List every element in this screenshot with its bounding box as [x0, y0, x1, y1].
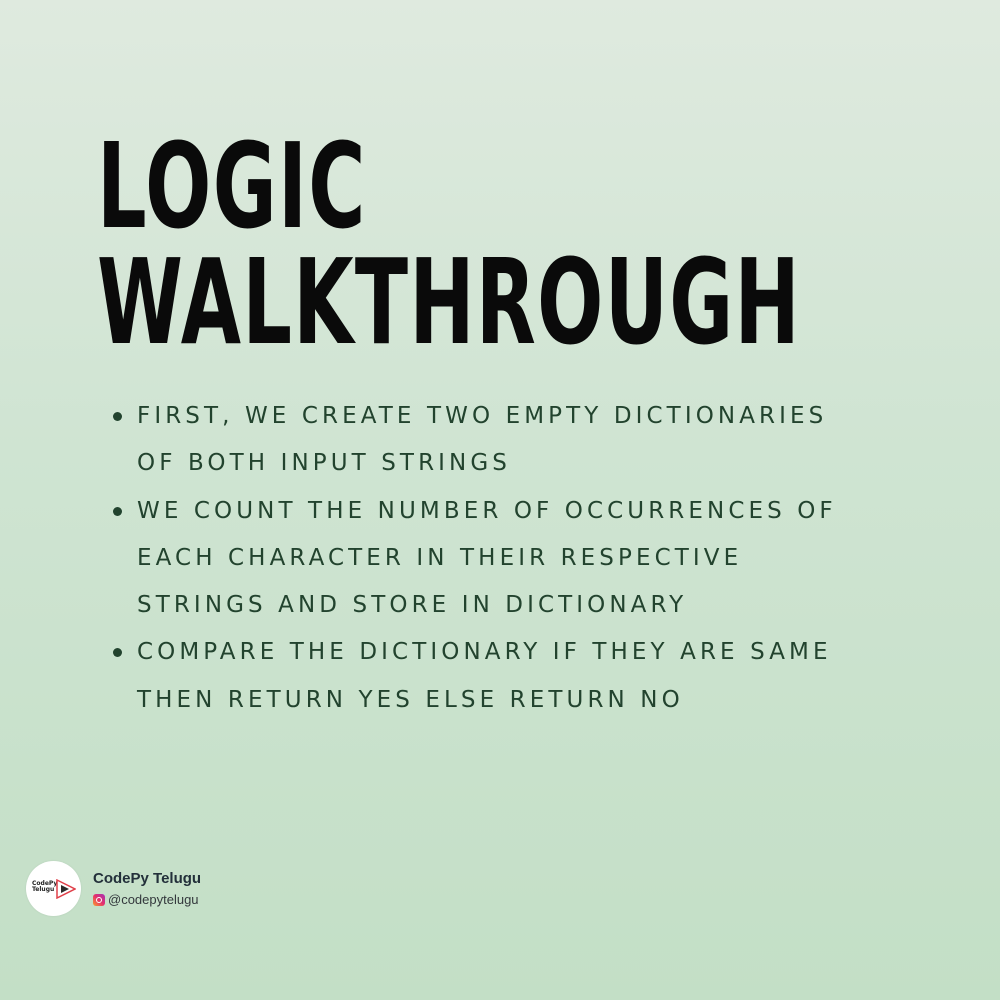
bullet-text-line: OF BOTH INPUT STRINGS — [137, 450, 511, 477]
bullet-dot-icon — [113, 648, 122, 657]
bullet-text-line: FIRST, WE CREATE TWO EMPTY DICTIONARIES — [137, 403, 828, 429]
brand-footer — [26, 861, 201, 916]
bullet-text-line: STRINGS AND STORE IN DICTIONARY — [137, 592, 688, 619]
bullet-text-line: EACH CHARACTER IN THEIR RESPECTIVE — [137, 544, 743, 571]
bullet-text-line: COMPARE THE DICTIONARY IF THEY ARE SAME — [137, 639, 832, 666]
brand-info — [93, 870, 201, 907]
logo-wordmark — [32, 880, 58, 893]
instagram-icon — [93, 894, 105, 906]
title-line-1: LOGIC — [97, 117, 367, 255]
play-icon — [56, 879, 76, 899]
brand-handle[interactable] — [93, 892, 201, 907]
brand-name: CodePy Telugu — [93, 870, 202, 887]
bullet-text-line: WE COUNT THE NUMBER OF OCCURRENCES OF — [137, 497, 837, 524]
bullet-item — [113, 629, 913, 724]
bullet-text-line: THEN RETURN YES ELSE RETURN NO — [137, 686, 684, 713]
bullet-item — [113, 393, 913, 488]
bullet-dot-icon — [113, 412, 122, 421]
bullet-dot-icon — [113, 507, 122, 516]
brand-logo — [26, 861, 81, 916]
title-line-2: WALKTHROUGH — [97, 233, 802, 371]
bullet-list — [113, 393, 913, 724]
page-title — [97, 117, 802, 371]
brand-handle-text: @codepytelugu — [108, 892, 199, 907]
bullet-item — [113, 488, 913, 630]
logo-text-line-2: Telugu — [32, 886, 55, 893]
logo-text-line-1: CodePy — [32, 880, 58, 887]
